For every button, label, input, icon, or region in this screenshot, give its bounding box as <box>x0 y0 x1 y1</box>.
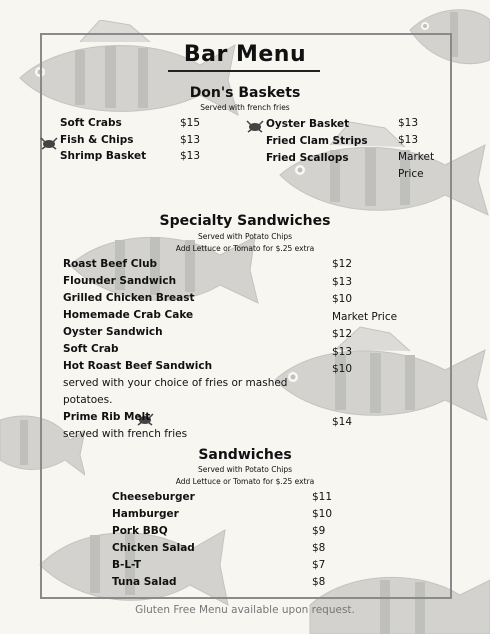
specialty-item-name: Grilled Chicken Breast <box>63 292 195 304</box>
specialty-subtitle: Served with Potato Chips <box>198 232 292 241</box>
dons-baskets-subtitle: Served with french fries <box>200 103 290 112</box>
specialty-item-price: $12 <box>332 328 353 340</box>
basket-item-price: $13 <box>398 117 419 129</box>
basket-item-name: Soft Crabs <box>60 117 122 129</box>
specialty-item-name: Prime Rib Melt <box>63 411 151 423</box>
specialty-item-price: $13 <box>332 346 353 358</box>
specialty-item-price: $10 <box>332 363 353 375</box>
specialty-item-price: $10 <box>332 293 353 305</box>
sandwiches-subtitle: Served with Potato Chips <box>198 465 292 474</box>
sandwiches-heading: Sandwiches <box>198 447 292 463</box>
sandwich-item-price: $9 <box>312 525 326 537</box>
specialty-item-name: Homemade Crab Cake <box>63 309 194 321</box>
sandwich-item-price: $10 <box>312 508 333 520</box>
specialty-item-price: $13 <box>332 276 353 288</box>
basket-item-name: Fish & Chips <box>60 134 134 146</box>
specialty-item-name: Roast Beef Club <box>63 258 158 270</box>
specialty-item-price: $12 <box>332 258 353 270</box>
sandwich-item-name: Tuna Salad <box>112 576 177 588</box>
item-description: potatoes. <box>63 394 113 406</box>
item-description: served with french fries <box>63 428 188 440</box>
sandwich-item-name: Pork BBQ <box>112 525 168 537</box>
specialty-item-price: Market Price <box>332 311 398 323</box>
sandwich-item-name: Chicken Salad <box>112 542 195 554</box>
basket-item-price: Price <box>398 168 424 180</box>
specialty-item-name: Oyster Sandwich <box>63 326 163 338</box>
sandwich-item-price: $11 <box>312 491 333 503</box>
specialty-item-name: Soft Crab <box>63 343 119 355</box>
gluten-free-note: Gluten Free Menu available upon request. <box>135 604 355 616</box>
crab-icon <box>244 117 266 135</box>
menu-title: Bar Menu <box>183 42 307 67</box>
basket-item-name: Shrimp Basket <box>60 150 147 162</box>
basket-item-price: $13 <box>180 134 201 146</box>
basket-item-name: Oyster Basket <box>266 118 350 130</box>
basket-item-price: $13 <box>398 134 419 146</box>
basket-item-price: $13 <box>180 150 201 162</box>
sandwiches-subtitle-extra: Add Lettuce or Tomato for $.25 extra <box>175 477 315 486</box>
sandwich-item-price: $8 <box>312 542 326 554</box>
sandwich-item-name: Hamburger <box>112 508 179 520</box>
basket-item-price: Market <box>398 151 435 163</box>
item-description: served with your choice of fries or mashed <box>63 377 288 389</box>
sandwich-item-name: B-L-T <box>112 559 142 571</box>
sandwich-item-name: Cheeseburger <box>112 491 195 503</box>
dons-baskets-heading: Don's Baskets <box>189 85 301 101</box>
specialty-item-name: Hot Roast Beef Sandwich <box>63 360 213 372</box>
sandwich-item-price: $8 <box>312 576 326 588</box>
title-underline <box>168 70 320 72</box>
sandwich-item-price: $7 <box>312 559 326 571</box>
basket-item-name: Fried Clam Strips <box>266 135 368 147</box>
basket-item-name: Fried Scallops <box>266 152 349 164</box>
specialty-item-price: $14 <box>332 416 353 428</box>
crab-icon <box>38 134 60 152</box>
specialty-subtitle-extra: Add Lettuce or Tomato for $.25 extra <box>175 244 315 253</box>
basket-item-price: $15 <box>180 117 201 129</box>
specialty-item-name: Flounder Sandwich <box>63 275 177 287</box>
specialty-heading: Specialty Sandwiches <box>159 213 331 229</box>
